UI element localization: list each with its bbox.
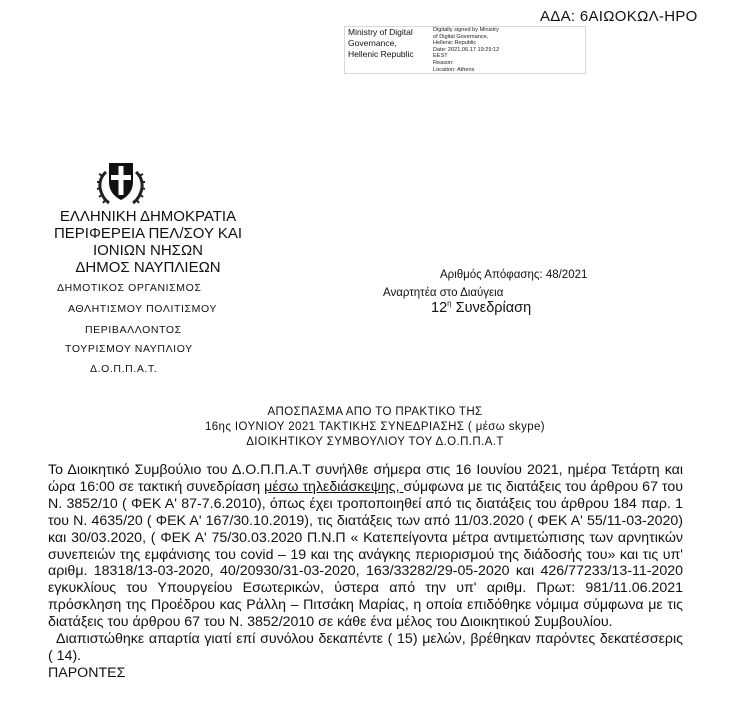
signature-detail-line: EEST	[433, 53, 448, 60]
meeting-label: Συνεδρίαση	[451, 299, 532, 316]
signature-detail-line: of Digital Governance,	[433, 33, 489, 40]
body-paragraph	[48, 462, 683, 631]
ada-code: ΑΔΑ: 6ΑΙΩΟΚΩΛ-ΗΡΟ	[540, 8, 698, 25]
meeting-number-suffix: η	[447, 299, 452, 308]
issuer-line: ΔΗΜΟΣ ΝΑΥΠΛΙΕΩΝ	[75, 259, 221, 276]
posting-note: Αναρτητέα στο Διαύγεια	[383, 287, 504, 299]
issuer-line: ΙΟΝΙΩΝ ΝΗΣΩΝ	[92, 242, 204, 259]
title-line: ΑΠΟΣΠΑΣΜΑ ΑΠΟ ΤΟ ΠΡΑΚΤΙΚΟ ΤΗΣ	[267, 406, 483, 418]
signature-detail-line: Location: Athens	[433, 66, 475, 73]
signature-signer	[348, 27, 430, 60]
issuer-line: ΠΕΡΙΦΕΡΕΙΑ ΠΕΛ/ΣΟΥ ΚΑΙ	[53, 225, 243, 242]
signature-details	[433, 27, 543, 73]
decision-number: Αριθμός Απόφασης: 48/2021	[440, 269, 588, 281]
signer-line: Ministry of Digital	[348, 27, 413, 37]
paragraph-text: Το Διοικητικό Συμβούλιο του Δ.Ο.Π.Π.Α.Τ συνήλθε σήμερα στις 16 Ιουνίου 2021, ημέρα Τετάρτη και ώρα 16:00 σε τακτική συνεδρίαση	[48, 462, 683, 495]
meeting-number-value: 12	[431, 299, 448, 316]
signature-detail-line: Reason:	[433, 59, 454, 66]
meeting-number	[431, 299, 531, 316]
underlined-text: μέσω τηλεδιάσκεψης,	[264, 478, 404, 495]
attendees-heading: ΠΑΡΟΝΤΕΣ	[48, 664, 126, 681]
paragraph-text: σύμφωνα με τις διατάξεις του άρθρου 67 του Ν. 3852/10 ( ΦΕΚ Α' 87-7.6.2010), όπως έχει τροποποιηθεί από τις διατάξεις του άρθρου 184 παρ. 1 του Ν. 4635/20 ( ΦΕΚ Α' 167/30.10.2019), τις διατάξεις των από 11/03.2020 ( ΦΕΚ Α' 55/11-03-2020) και 30/03.2020, ( ΦΕΚ Α' 75/30.03.2020 Π.Ν.Π « Κατεπείγοντα μέτρα αντιμετώπισης των αρνητικών συνεπειών της εμφάνισης του covid – 19 και της ανάγκης περιορισμού της διάδοσής του» και τις υπ' αριθμ. 18318/13-03-2020, 40/20930/31-03-2020, 163/33282/29-05-2020 και 426/77233/13-11-2020 εγκυκλίους του Υπουργείου Εσωτερικών, ύστερα από την υπ' αριθμ. Πρωτ: 981/11.06.2021 πρόσκληση της Προέδρου κας Ράλλη – Πιτσάκη Μαρίας, η οποία επιδόθηκε νόμιμα σύμφωνα με τις διατάξεις του άρθρου 67 του Ν. 3852/2010 σε κάθε ένα μέλος του Διοικητικού Συμβουλίου.	[48, 478, 683, 631]
quorum-paragraph: Διαπιστώθηκε απαρτία γιατί επί συνόλου δεκαπέντε ( 15) μελών, βρέθηκαν παρόντες δεκατέσσερις ( 14).	[48, 631, 683, 664]
title-line: 16ης ΙΟΥΝΙΟΥ 2021 ΤΑΚΤΙΚΗΣ ΣΥΝΕΔΡΙΑΣΗΣ ( μέσω skype)	[204, 421, 546, 433]
title-line: ΔΙΟΙΚΗΤΙΚΟΥ ΣΥΜΒΟΥΛΙΟΥ ΤΟΥ Δ.Ο.Π.Π.Α.Τ	[246, 436, 504, 448]
issuer-line: ΕΛΛΗΝΙΚΗ ΔΗΜΟΚΡΑΤΙΑ	[59, 208, 237, 225]
document-body	[48, 462, 683, 682]
greek-coat-of-arms-icon	[96, 160, 146, 206]
signer-line: Governance,	[348, 38, 397, 48]
org-line: Δ.Ο.Π.Π.Α.Τ.	[90, 363, 158, 375]
signature-detail-line: Hellenic Republic	[433, 40, 477, 47]
document-title	[100, 405, 650, 450]
signature-detail-line: Digitally signed by Ministry	[433, 27, 499, 33]
org-line: ΤΟΥΡΙΣΜΟΥ ΝΑΥΠΛΙΟΥ	[65, 343, 193, 355]
org-line: ΠΕΡΙΒΑΛΛΟΝΤΟΣ	[85, 324, 182, 336]
org-line: ΔΗΜΟΤΙΚΟΣ ΟΡΓΑΝΙΣΜΟΣ	[57, 282, 202, 294]
signature-detail-line: Date: 2021.06.17 19:29:12	[433, 46, 500, 53]
signer-line: Hellenic Republic	[348, 49, 414, 59]
issuer-block	[48, 208, 248, 276]
org-line: ΑΘΛΗΤΙΣΜΟΥ ΠΟΛΙΤΙΣΜΟΥ	[68, 303, 217, 315]
